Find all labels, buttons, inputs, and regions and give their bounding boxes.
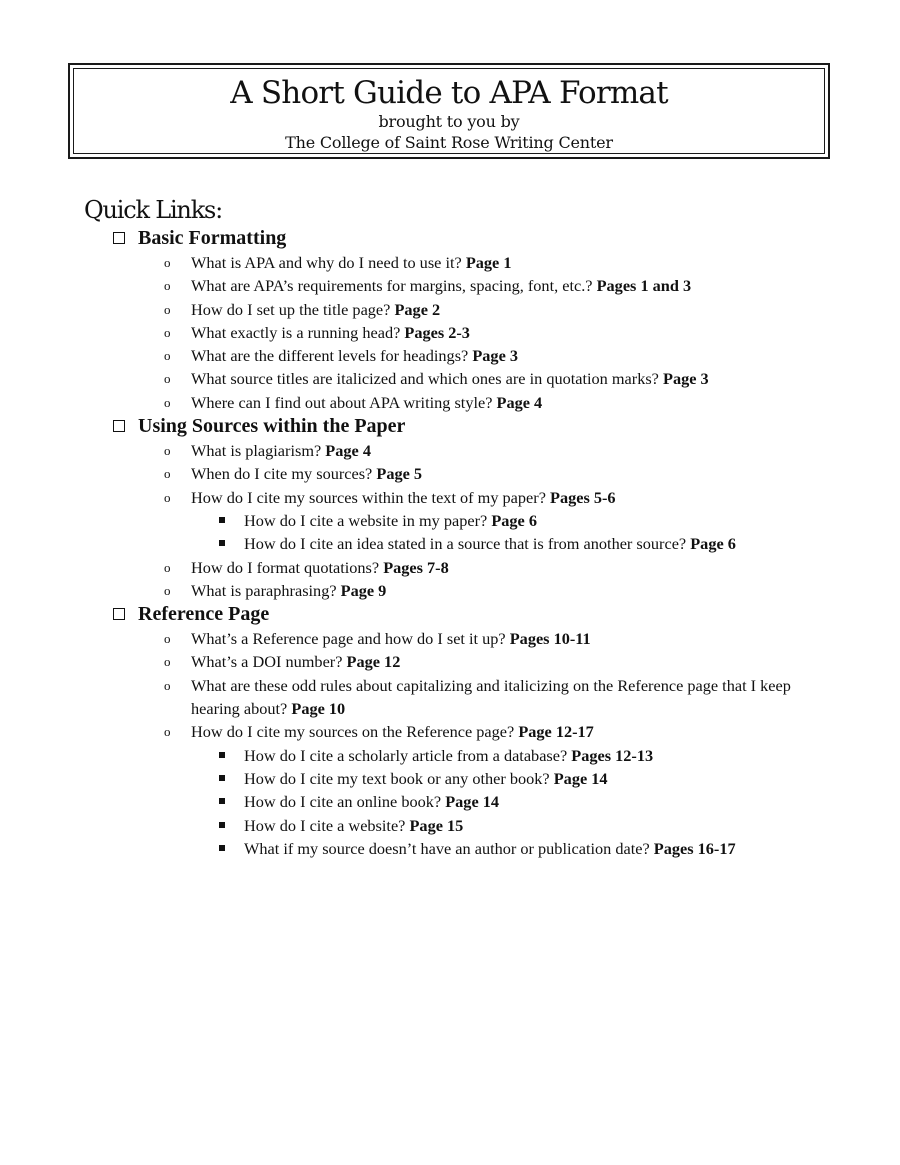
section-reference-page bbox=[0, 602, 900, 627]
item-text: How do I set up the title page? bbox=[191, 299, 391, 319]
subtitle-line-1: brought to you by bbox=[378, 112, 520, 131]
list-item bbox=[0, 674, 900, 721]
list-item bbox=[0, 556, 900, 579]
list-item bbox=[0, 367, 900, 390]
section-title: Basic Formatting bbox=[138, 227, 287, 249]
page-ref: Pages 16-17 bbox=[653, 838, 736, 858]
hollow-circle-bullet-icon: o bbox=[164, 724, 171, 740]
item-text: What is plagiarism? bbox=[191, 441, 322, 461]
section-title: Using Sources within the Paper bbox=[138, 415, 406, 438]
page-ref: Page 1 bbox=[465, 253, 512, 272]
hollow-circle-bullet-icon: o bbox=[164, 394, 171, 410]
square-bullet-icon bbox=[219, 752, 225, 758]
sub-item-text: How do I cite a website in my paper? bbox=[244, 510, 488, 530]
sub-list-item bbox=[0, 814, 900, 837]
item-text: How do I cite my sources within the text of my paper? bbox=[191, 487, 546, 507]
section-using-sources bbox=[0, 414, 900, 439]
page-ref: Page 12 bbox=[346, 652, 401, 672]
square-bullet-icon bbox=[219, 822, 225, 828]
page-ref: Page 3 bbox=[663, 369, 709, 389]
document-title: A Short Guide to APA Format bbox=[230, 75, 668, 111]
list-item bbox=[0, 439, 900, 462]
list-item bbox=[0, 298, 900, 321]
list-item bbox=[0, 462, 900, 485]
sub-list-item bbox=[0, 767, 900, 790]
item-text: What are the different levels for headings? bbox=[191, 346, 469, 366]
list-item bbox=[0, 344, 900, 367]
page-ref: Page 5 bbox=[376, 464, 423, 484]
page-ref: Pages 1 and 3 bbox=[596, 276, 692, 296]
hollow-circle-bullet-icon: o bbox=[164, 654, 171, 670]
page-ref: Pages 12-13 bbox=[571, 745, 654, 765]
page-ref: Page 10 bbox=[291, 699, 346, 719]
sub-item-text: How do I cite my text book or any other book? bbox=[244, 768, 550, 788]
sub-list-item bbox=[0, 532, 900, 555]
list-item bbox=[0, 486, 900, 509]
item-text: What is paraphrasing? bbox=[191, 580, 337, 600]
hollow-circle-bullet-icon: o bbox=[164, 466, 171, 482]
title-box-inner bbox=[73, 68, 825, 154]
square-bullet-icon bbox=[219, 517, 225, 523]
list-item bbox=[0, 274, 900, 297]
sub-list-item bbox=[0, 744, 900, 767]
sub-list-item bbox=[0, 509, 900, 532]
list-item bbox=[0, 321, 900, 344]
item-text: What are APA’s requirements for margins, spacing, font, etc.? bbox=[191, 276, 593, 296]
square-bullet-icon bbox=[219, 798, 225, 804]
subtitle-line-2: The College of Saint Rose Writing Center bbox=[285, 133, 613, 152]
page-ref: Pages 10-11 bbox=[509, 629, 591, 649]
hollow-circle-bullet-icon: o bbox=[164, 489, 171, 505]
square-bullet-icon bbox=[219, 540, 225, 546]
item-text: What’s a Reference page and how do I set it up? bbox=[191, 629, 506, 649]
list-item bbox=[0, 391, 900, 414]
checkbox-icon bbox=[113, 608, 125, 620]
item-text: Where can I find out about APA writing style? bbox=[191, 392, 493, 412]
sub-item-text: How do I cite an idea stated in a source that is from another source? bbox=[244, 534, 687, 554]
list-item bbox=[0, 627, 900, 650]
item-text: What’s a DOI number? bbox=[191, 652, 343, 672]
hollow-circle-bullet-icon: o bbox=[164, 278, 171, 294]
sub-list-item bbox=[0, 790, 900, 813]
hollow-circle-bullet-icon: o bbox=[164, 324, 171, 340]
page-ref: Page 3 bbox=[472, 346, 519, 366]
item-text: How do I cite my sources on the Reference page? bbox=[191, 722, 515, 742]
hollow-circle-bullet-icon: o bbox=[164, 677, 171, 693]
square-bullet-icon bbox=[219, 775, 225, 781]
page-ref: Page 2 bbox=[394, 299, 441, 319]
quick-links-list bbox=[0, 226, 900, 860]
item-text: What source titles are italicized and which ones are in quotation marks? bbox=[191, 369, 659, 389]
section-title: Reference Page bbox=[138, 603, 270, 626]
item-text: How do I format quotations? bbox=[191, 557, 380, 577]
hollow-circle-bullet-icon: o bbox=[164, 443, 171, 459]
item-text: What is APA and why do I need to use it? bbox=[191, 253, 462, 272]
list-item bbox=[0, 579, 900, 602]
checkbox-icon bbox=[113, 420, 125, 432]
list-item bbox=[0, 650, 900, 673]
list-item bbox=[0, 720, 900, 743]
hollow-circle-bullet-icon: o bbox=[164, 631, 171, 647]
item-text: What exactly is a running head? bbox=[191, 322, 401, 342]
square-bullet-icon bbox=[219, 845, 225, 851]
sub-item-text: How do I cite a scholarly article from a database? bbox=[244, 745, 568, 765]
checkbox-icon bbox=[113, 232, 125, 244]
hollow-circle-bullet-icon: o bbox=[164, 255, 171, 270]
page-ref: Page 6 bbox=[491, 510, 537, 530]
sub-item-text: How do I cite an online book? bbox=[244, 792, 442, 812]
item-text: What are these odd rules about capitalizing and italicizing on the Reference page that I keep hearing about? bbox=[191, 675, 791, 719]
page-ref: Page 15 bbox=[409, 815, 464, 835]
quick-links-heading: Quick Links: bbox=[84, 196, 223, 224]
page-ref: Page 14 bbox=[553, 768, 608, 788]
page-ref: Page 9 bbox=[340, 580, 387, 600]
sub-item-text: How do I cite a website? bbox=[244, 815, 406, 835]
item-text: When do I cite my sources? bbox=[191, 464, 373, 484]
page-ref: Pages 2-3 bbox=[404, 322, 470, 342]
page-ref: Page 6 bbox=[690, 534, 736, 554]
page-ref: Page 4 bbox=[496, 392, 543, 412]
hollow-circle-bullet-icon: o bbox=[164, 371, 171, 387]
page-ref: Page 4 bbox=[325, 441, 371, 461]
page-ref: Page 14 bbox=[445, 792, 500, 812]
page-ref: Pages 5-6 bbox=[550, 487, 616, 507]
hollow-circle-bullet-icon: o bbox=[164, 301, 171, 317]
hollow-circle-bullet-icon: o bbox=[164, 348, 171, 364]
page-ref: Page 12-17 bbox=[518, 722, 594, 742]
sub-item-text: What if my source doesn’t have an author or publication date? bbox=[244, 838, 650, 858]
hollow-circle-bullet-icon: o bbox=[164, 559, 171, 575]
page-ref: Pages 7-8 bbox=[383, 557, 449, 577]
title-box bbox=[68, 63, 830, 159]
hollow-circle-bullet-icon: o bbox=[164, 582, 171, 598]
sub-list-item bbox=[0, 837, 900, 860]
section-basic-formatting bbox=[0, 226, 900, 251]
list-item bbox=[0, 251, 900, 274]
